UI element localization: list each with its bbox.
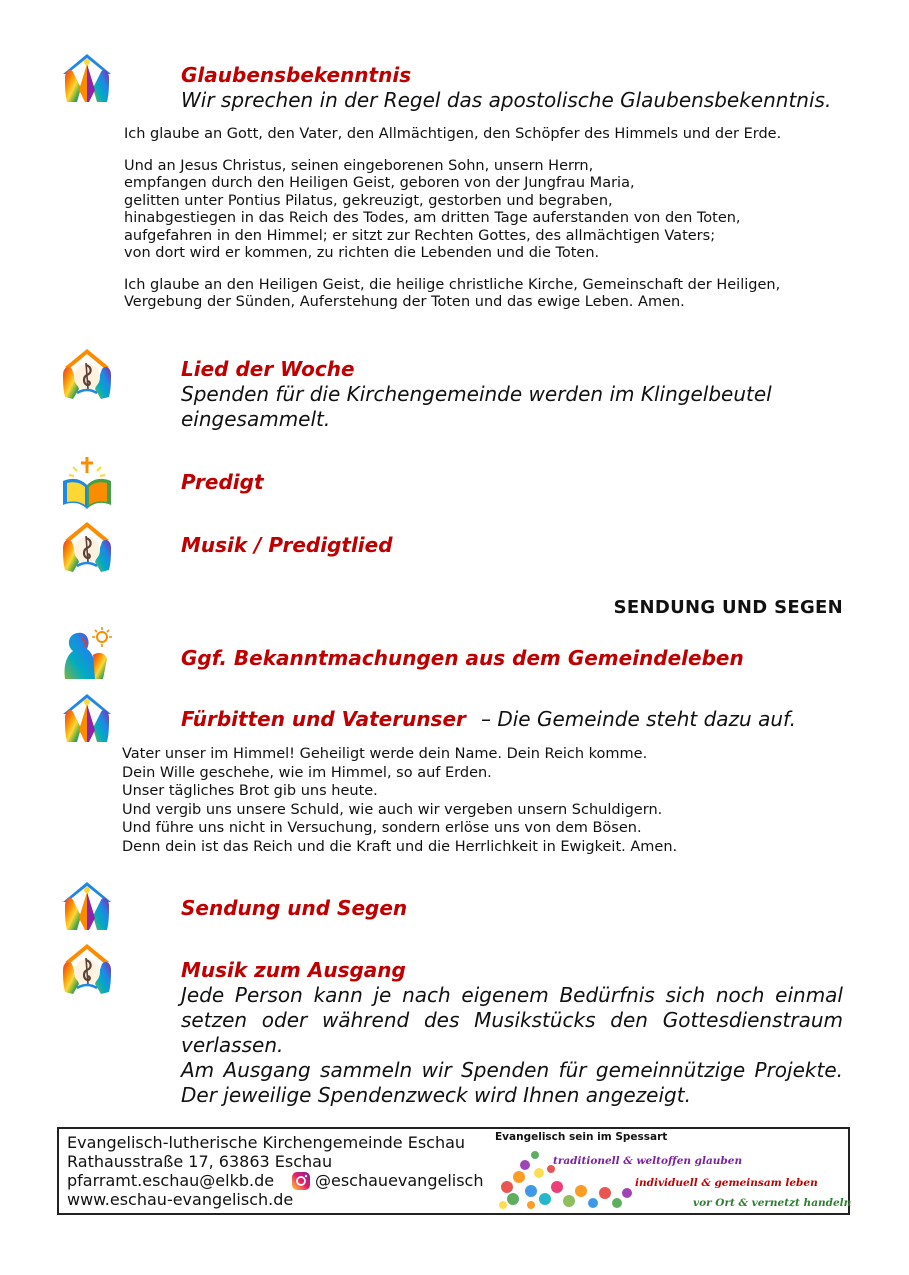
music-note-hands-icon: [59, 345, 115, 401]
ausgang-line5: Der jeweilige Spendenzweck wird Ihnen angezeigt.: [181, 1083, 691, 1107]
ausgang-line2: setzen oder während des Musikstücks den Gottesdienstraum: [181, 1008, 843, 1032]
footer-instagram[interactable]: @eschauevangelisch: [315, 1171, 484, 1190]
ausgang-line3: verlassen.: [181, 1033, 284, 1057]
footer-web[interactable]: www.eschau-evangelisch.de: [67, 1190, 294, 1209]
footer-email[interactable]: pfarramt.eschau@elkb.de: [67, 1171, 275, 1190]
musik-predigtlied-title: Musik / Predigtlied: [181, 533, 393, 557]
lied-subtitle-line1: Spenden für die Kirchengemeinde werden im Klingelbeutel: [181, 382, 772, 406]
footer-org: Evangelisch-lutherische Kirchengemeinde Eschau: [67, 1133, 466, 1152]
credo-paragraph-1: Ich glaube an Gott, den Vater, den Allmächtigen, den Schöpfer des Himmels und der Erde.: [124, 126, 782, 142]
spessart-logo: [495, 1131, 852, 1213]
lied-title: Lied der Woche: [181, 357, 355, 381]
open-bible-icon: [59, 455, 115, 511]
segen-title: Sendung und Segen: [181, 896, 408, 920]
logo-tagline-1: traditionell & weltoffen glauben: [553, 1155, 743, 1167]
instagram-icon[interactable]: [291, 1171, 311, 1191]
praying-hands-house-icon: [59, 690, 115, 746]
sendung-section-heading: SENDUNG UND SEGEN: [613, 597, 843, 618]
footer-address: Rathausstraße 17, 63863 Eschau: [67, 1152, 333, 1171]
logo-tagline-2: individuell & gemeinsam leben: [635, 1177, 818, 1189]
ausgang-line1: Jede Person kann je nach eigenem Bedürfnis sich noch einmal: [181, 983, 843, 1007]
speaking-person-icon: [59, 625, 115, 681]
credo-text: [124, 126, 884, 312]
bekanntmachungen-title: Ggf. Bekanntmachungen aus dem Gemeindeleben: [181, 646, 744, 670]
fuerbitten-note: – Die Gemeinde steht dazu auf.: [480, 707, 797, 731]
credo-paragraph-2: Und an Jesus Christus, seinen eingeborenen Sohn, unsern Herrn, empfangen durch den Heiligen Geist, geboren von der Jungfrau Maria, gelitten unter Pontius Pilatus, gekreuzigt, gestorben und begraben, hinabgestiegen in das Reich des Todes, am dritten Tage auferstanden von den Toten, aufgefahren in den Himmel; er sitzt zur Rechten Gottes, des allmächtigen Vaters; von dort wird er kommen, zu richten die Lebenden und die Toten.: [124, 157, 741, 261]
vaterunser-text: [122, 745, 892, 856]
praying-hands-house-icon: [59, 50, 115, 106]
credo-paragraph-3: Ich glaube an den Heiligen Geist, die heilige christliche Kirche, Gemeinschaft der Heiligen, Vergebung der Sünden, Auferstehung der Toten und das ewige Leben. Amen.: [124, 276, 781, 310]
ausgang-line4: Am Ausgang sammeln wir Spenden für gemeinnützige Projekte.: [181, 1058, 843, 1082]
logo-title: Evangelisch sein im Spessart: [495, 1131, 668, 1143]
logo-tagline-3: vor Ort & vernetzt handeln: [693, 1197, 852, 1209]
predigt-title: Predigt: [181, 470, 264, 494]
footer-contact-box: [57, 1127, 850, 1215]
lied-subtitle-line2: eingesammelt.: [181, 407, 331, 431]
praying-hands-house-icon: [59, 878, 115, 934]
ausgang-title: Musik zum Ausgang: [181, 958, 406, 982]
fuerbitten-heading: [181, 707, 796, 732]
vaterunser-prayer: Vater unser im Himmel! Geheiligt werde dein Name. Dein Reich komme. Dein Wille geschehe, wie im Himmel, so auf Erden. Unser tägliches Brot gib uns heute. Und vergib uns unsere Schuld, wie auch wir vergeben unsern Schuldigern. Und führe uns nicht in Versuchung, sondern erlöse uns von dem Bösen. Denn dein ist das Reich und die Kraft und die Herrlichkeit in Ewigkeit. Amen.: [122, 746, 678, 855]
glaubensbekenntnis-subtitle: Wir sprechen in der Regel das apostolische Glaubensbekenntnis.: [181, 88, 832, 112]
glaubensbekenntnis-title: Glaubensbekenntnis: [181, 63, 412, 87]
music-note-hands-icon: [59, 518, 115, 574]
fuerbitten-title: Fürbitten und Vaterunser: [181, 707, 466, 731]
music-note-hands-icon: [59, 940, 115, 996]
